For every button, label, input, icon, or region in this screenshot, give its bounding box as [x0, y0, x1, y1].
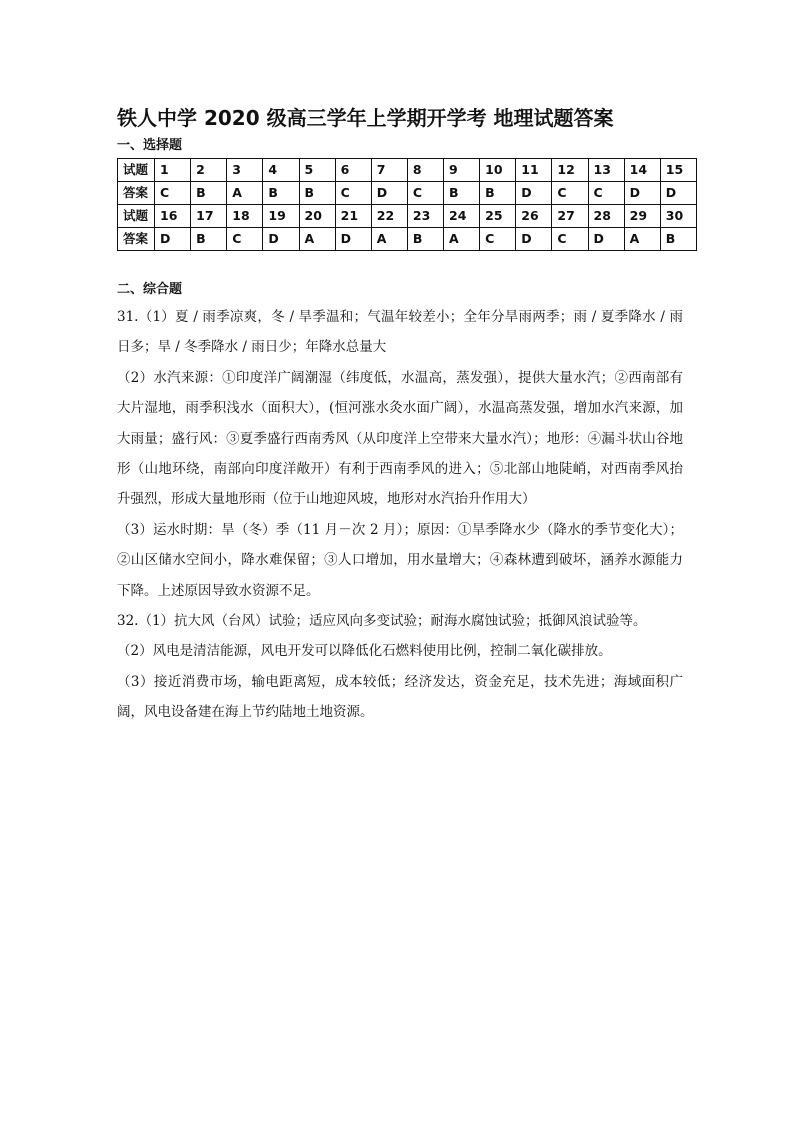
table-cell: C — [407, 182, 443, 205]
table-cell: C — [155, 182, 191, 205]
table-cell: 28 — [588, 205, 624, 228]
table-cell: 4 — [263, 159, 299, 182]
table-cell: D — [516, 228, 552, 251]
table-cell: B — [444, 182, 480, 205]
table-cell: 10 — [480, 159, 516, 182]
table-cell: 16 — [155, 205, 191, 228]
table-cell: D — [371, 182, 407, 205]
table-cell: D — [588, 228, 624, 251]
table-cell: B — [299, 182, 335, 205]
paragraph-31-1: 31.（1）夏 / 雨季凉爽，冬 / 旱季温和；气温年较差小；全年分旱雨两季；雨 / 夏季降水 / 雨日多；旱 / 冬季降水 / 雨日少；年降水总量大 — [117, 309, 683, 356]
table-cell: D — [624, 182, 660, 205]
table-cell: C — [552, 228, 588, 251]
table-row-header: 答案 — [118, 228, 155, 251]
table-cell: 19 — [263, 205, 299, 228]
table-cell: B — [191, 228, 227, 251]
table-cell: 1 — [155, 159, 191, 182]
table-cell: B — [263, 182, 299, 205]
answer-table — [117, 158, 697, 251]
table-cell: A — [299, 228, 335, 251]
table-cell: D — [155, 228, 191, 251]
paragraph-31-2: （2）水汽来源：①印度洋广阔潮湿（纬度低，水温高，蒸发强），提供大量水汽；②西南部有大片湿地，雨季积浅水（面积大），(恒河涨水灸水面广阔），水温高蒸发强，增加水汽来源，加大雨量；盛行风：③夏季盛行西南秀风（从印度洋上空带来大量水汽）；地形：④漏斗状山谷地形（山地环绕，南部向印度洋敞开）有利于西南季风的进入；⑤北部山地陡峭，对西南季风抬升强烈，形成大量地形雨（位于山地迎风坡，地形对水汽抬升作用大） — [117, 369, 683, 508]
page-title: 铁人中学 2020 级高三学年上学期开学考 地理试题答案 — [117, 106, 614, 130]
paragraph-31-3: （3）运水时期：旱（冬）季（11 月－次 2 月）；原因：①旱季降水少（降水的季节变化大）；②山区储水空间小，降水难保留；③人口增加，用水量增大；④森林遭到破坏，涵养水源能力下降。上述原因导致水资源不足。 — [117, 521, 683, 599]
table-cell: 24 — [444, 205, 480, 228]
table-cell: 20 — [299, 205, 335, 228]
table-cell: 23 — [407, 205, 443, 228]
table-cell: 8 — [407, 159, 443, 182]
table-cell: A — [624, 228, 660, 251]
table-cell: 25 — [480, 205, 516, 228]
table-cell: C — [588, 182, 624, 205]
table-cell: 15 — [660, 159, 696, 182]
table-cell: 9 — [444, 159, 480, 182]
answer-body — [117, 302, 683, 728]
table-cell: 7 — [371, 159, 407, 182]
table-cell: C — [335, 182, 371, 205]
table-cell: 22 — [371, 205, 407, 228]
table-cell: 21 — [335, 205, 371, 228]
paragraph-32-1: 32.（1）抗大风（台风）试验；适应风向多变试验；耐海水腐蚀试验；抵御风浪试验等。 — [117, 613, 647, 630]
table-cell: C — [227, 228, 263, 251]
table-cell: 18 — [227, 205, 263, 228]
paragraph-32-2: （2）风电是清洁能源，风电开发可以降低化石燃料使用比例，控制二氧化碳排放。 — [117, 643, 612, 660]
table-cell: D — [263, 228, 299, 251]
table-row — [118, 182, 697, 205]
table-cell: D — [516, 182, 552, 205]
section-heading-comprehensive: 二、综合题 — [117, 282, 183, 297]
table-cell: B — [660, 228, 696, 251]
table-cell: A — [371, 228, 407, 251]
table-row-header: 试题 — [118, 159, 155, 182]
table-cell: D — [660, 182, 696, 205]
section-heading-choice: 一、选择题 — [117, 138, 183, 153]
table-cell: 5 — [299, 159, 335, 182]
table-cell: B — [407, 228, 443, 251]
table-cell: 26 — [516, 205, 552, 228]
paragraph-32-3: （3）接近消费市场，输电距离短，成本较低；经济发达，资金充足，技术先进；海域面积广阔，风电设备建在海上节约陆地土地资源。 — [117, 673, 683, 721]
table-cell: D — [335, 228, 371, 251]
table-cell: 14 — [624, 159, 660, 182]
table-cell: A — [444, 228, 480, 251]
table-row — [118, 205, 697, 228]
table-row — [118, 159, 697, 182]
table-cell: 17 — [191, 205, 227, 228]
table-cell: 3 — [227, 159, 263, 182]
table-cell: 29 — [624, 205, 660, 228]
table-cell: B — [480, 182, 516, 205]
table-row — [118, 228, 697, 251]
table-row-header: 答案 — [118, 182, 155, 205]
table-row-header: 试题 — [118, 205, 155, 228]
table-cell: 2 — [191, 159, 227, 182]
table-cell: 30 — [660, 205, 696, 228]
table-cell: 13 — [588, 159, 624, 182]
table-cell: 27 — [552, 205, 588, 228]
table-cell: B — [191, 182, 227, 205]
table-cell: 12 — [552, 159, 588, 182]
table-cell: A — [227, 182, 263, 205]
table-cell: C — [480, 228, 516, 251]
table-cell: 6 — [335, 159, 371, 182]
table-cell: C — [552, 182, 588, 205]
table-cell: 11 — [516, 159, 552, 182]
